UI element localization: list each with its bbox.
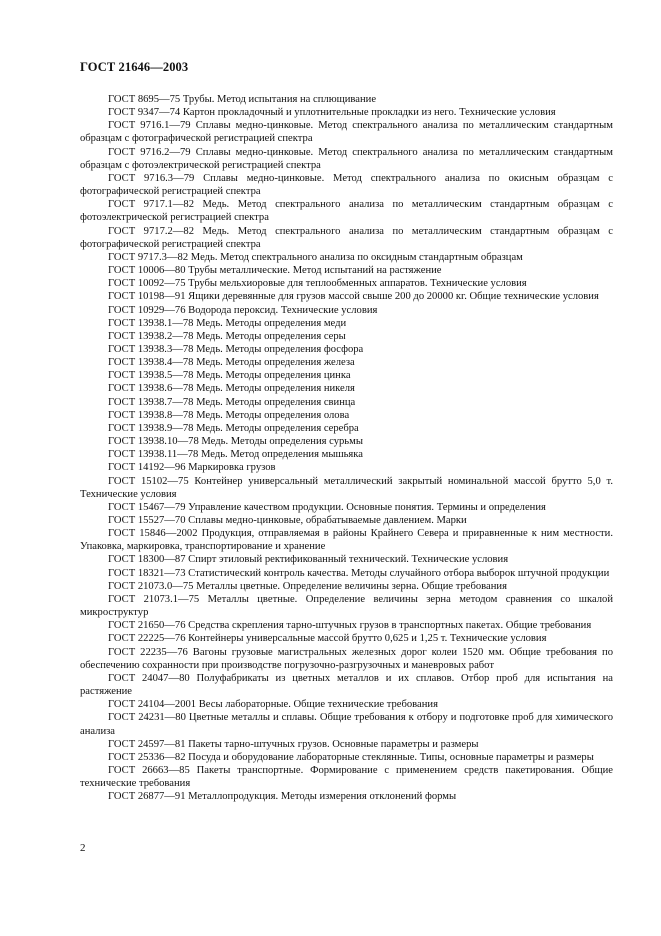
reference-item: ГОСТ 21650—76 Средства скрепления тарно-штучных грузов в транспортных пакетах. Общие требования [108, 620, 592, 632]
reference-item: ГОСТ 13938.8—78 Медь. Методы определения олова [108, 409, 350, 421]
reference-item: ГОСТ 14192—96 Маркировка грузов [108, 462, 276, 474]
reference-item: ГОСТ 9717.2—82 Медь. Метод спектрального анализа по металлическим стандартным образцам с фотографической регистрацией спектра [80, 225, 613, 250]
reference-item: ГОСТ 13938.4—78 Медь. Методы определения железа [108, 357, 355, 369]
reference-item: ГОСТ 13938.7—78 Медь. Методы определения свинца [108, 396, 356, 408]
reference-item: ГОСТ 18321—73 Статистический контроль качества. Методы случайного отбора выборок штучной продукции [108, 567, 610, 579]
reference-item: ГОСТ 9717.1—82 Медь. Метод спектрального анализа по металлическим стандартным образцам с фотоэлектрической регистрацией спектра [80, 199, 613, 224]
reference-item: ГОСТ 24231—80 Цветные металлы и сплавы. Общие требования к отбору и подготовке проб для химического анализа [80, 712, 613, 737]
reference-item: ГОСТ 9716.2—79 Сплавы медно-цинковые. Метод спектрального анализа по металлическим стандартным образцам с фотоэлектрической регистрацией спектра [80, 146, 613, 171]
reference-item: ГОСТ 9347—74 Картон прокладочный и уплотнительные прокладки из него. Технические условия [108, 107, 556, 119]
reference-item: ГОСТ 24104—2001 Весы лабораторные. Общие технические требования [108, 699, 438, 711]
reference-item: ГОСТ 18300—87 Спирт этиловый ректификованный технический. Технические условия [108, 554, 509, 566]
reference-item: ГОСТ 24597—81 Пакеты тарно-штучных грузов. Основные параметры и размеры [108, 738, 479, 750]
reference-item: ГОСТ 25336—82 Посуда и оборудование лабораторные стеклянные. Типы, основные параметры и размеры [108, 751, 594, 763]
reference-item: ГОСТ 10092—75 Трубы мельхиоровые для теплообменных аппаратов. Технические условия [108, 278, 527, 290]
reference-item: ГОСТ 26663—85 Пакеты транспортные. Формирование с применением средств пакетирования. Общие технические требования [80, 764, 613, 790]
reference-item: ГОСТ 13938.10—78 Медь. Методы определения сурьмы [108, 436, 363, 448]
page-header: ГОСТ 21646—2003 [80, 60, 189, 74]
reference-item: ГОСТ 21073.1—75 Металлы цветные. Определение величины зерна методом сравнения со шкалой микроструктур [80, 593, 613, 619]
reference-item: ГОСТ 13938.2—78 Медь. Методы определения серы [108, 330, 346, 342]
reference-item: ГОСТ 15467—79 Управление качеством продукции. Основные понятия. Термины и определения [108, 501, 546, 513]
reference-item: ГОСТ 8695—75 Трубы. Метод испытания на сплющивание [108, 94, 377, 105]
reference-item: ГОСТ 9716.1—79 Сплавы медно-цинковые. Метод спектрального анализа по металлическим стандартным образцам с фотографической регистрацией спектра [80, 120, 613, 145]
reference-item: ГОСТ 13938.9—78 Медь. Методы определения серебра [108, 422, 359, 434]
reference-item: ГОСТ 15846—2002 Продукция, отправляемая в районы Крайнего Севера и приравненные к ним местности. Упаковка, маркировка, транспортирование и хранение [80, 528, 613, 553]
reference-item: ГОСТ 22225—76 Контейнеры универсальные массой брутто 0,625 и 1,25 т. Технические условия [108, 633, 547, 645]
reference-item: ГОСТ 9717.3—82 Медь. Метод спектрального анализа по оксидным стандартным образцам [108, 251, 523, 263]
reference-item: ГОСТ 21073.0—75 Металлы цветные. Определение величины зерна. Общие требования [108, 580, 507, 592]
reference-item: ГОСТ 13938.1—78 Медь. Методы определения меди [108, 317, 347, 329]
reference-item: ГОСТ 13938.5—78 Медь. Методы определения цинка [108, 370, 351, 382]
reference-item: ГОСТ 10929—76 Водорода пероксид. Технические условия [108, 304, 378, 316]
reference-item: ГОСТ 9716.3—79 Сплавы медно-цинковые. Метод спектрального анализа по окисным образцам с фотографической регистрацией спектра [80, 172, 613, 198]
reference-item: ГОСТ 15102—75 Контейнер универсальный металлический закрытый номинальной массой брутто 5,0 т. Технические условия [80, 475, 613, 500]
reference-item: ГОСТ 13938.11—78 Медь. Метод определения мышьяка [108, 449, 363, 461]
reference-item: ГОСТ 24047—80 Полуфабрикаты из цветных металлов и их сплавов. Отбор проб для испытания на растяжение [80, 672, 613, 698]
reference-item: ГОСТ 10198—91 Ящики деревянные для грузов массой свыше 200 до 20000 кг. Общие технические условия [108, 291, 599, 303]
reference-item: ГОСТ 13938.3—78 Медь. Методы определения фосфора [108, 343, 364, 355]
reference-item: ГОСТ 22235—76 Вагоны грузовые магистральных железных дорог колеи 1520 мм. Общие требования по обеспечению сохранности при производстве погрузочно-разгрузочных и маневровых работ [80, 646, 613, 671]
reference-item: ГОСТ 15527—70 Сплавы медно-цинковые, обрабатываемые давлением. Марки [108, 515, 467, 526]
normative-references-list [80, 93, 613, 803]
page-number: 2 [80, 842, 86, 854]
reference-item: ГОСТ 26877—91 Металлопродукция. Методы измерения отклонений формы [108, 791, 457, 803]
reference-item: ГОСТ 10006—80 Трубы металлические. Метод испытаний на растяжение [108, 265, 442, 277]
reference-item: ГОСТ 13938.6—78 Медь. Методы определения никеля [108, 383, 355, 395]
